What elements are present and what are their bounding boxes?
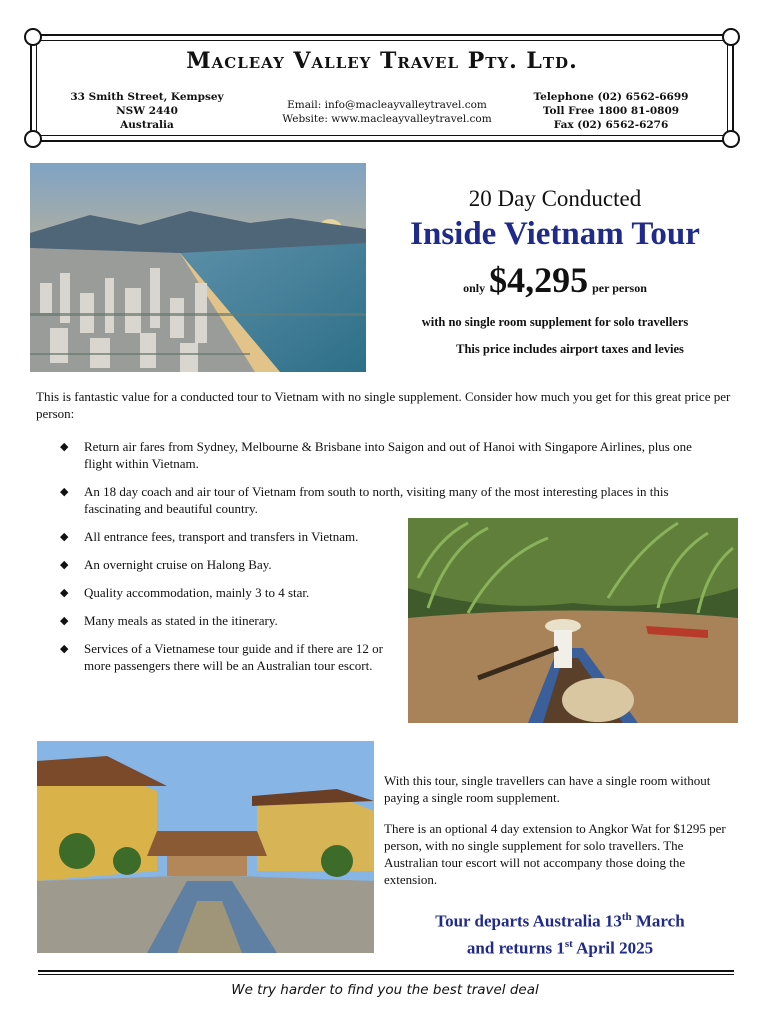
phone-contact <box>516 90 706 132</box>
diamond-bullet-icon: ◆ <box>60 643 69 655</box>
list-item: ◆ An overnight cruise on Halong Bay. <box>60 557 272 572</box>
diamond-bullet-icon: ◆ <box>60 531 69 543</box>
address-line: NSW 2440 <box>116 105 178 117</box>
tour-details <box>384 772 734 902</box>
list-item: ◆ All entrance fees, transport and transfers in Vietnam. <box>60 529 359 544</box>
tour-duration: 20 Day Conducted <box>468 186 642 211</box>
list-item: ◆ Services of a Vietnamese tour guide and if there are 12 or more passengers there will be an Australian tour escort. <box>60 641 383 673</box>
price-suffix: per person <box>592 281 647 295</box>
fax-number: Fax (02) 6562-6276 <box>553 119 669 131</box>
frame-corner-ornament <box>722 28 740 46</box>
tour-title: Inside Vietnam Tour <box>410 216 700 252</box>
list-item: ◆ Quality accommodation, mainly 3 to 4 star. <box>60 585 310 600</box>
website-link[interactable]: Website: www.macleayvalleytravel.com <box>282 113 492 125</box>
footer-tagline: We try harder to find you the best travel deal <box>231 982 539 998</box>
diamond-bullet-icon: ◆ <box>60 587 69 599</box>
postal-address <box>62 90 232 132</box>
diamond-bullet-icon: ◆ <box>60 486 69 498</box>
departure-line: Tour departs Australia 13th March <box>435 911 685 931</box>
address-line: 33 Smith Street, Kempsey <box>70 91 224 103</box>
letterhead <box>30 34 734 142</box>
return-line: and returns 1st April 2025 <box>466 937 654 958</box>
footer-divider <box>38 970 734 972</box>
frame-corner-ornament <box>722 130 740 148</box>
supplement-note: with no single room supplement for solo travellers <box>421 315 689 329</box>
frame-corner-ornament <box>24 28 42 46</box>
coastal-city-photo <box>30 163 366 372</box>
extension-paragraph: There is an optional 4 day extension to Angkor Wat for $1295 per person, with no single supplement for solo travellers. The Australian tour escort will not accompany those doing the extension. <box>384 821 726 887</box>
list-item: ◆ An 18 day coach and air tour of Vietnam from south to north, visiting many of the most interesting places in this fascinating and beautiful country. <box>60 484 669 516</box>
departure-dates <box>384 906 736 959</box>
diamond-bullet-icon: ◆ <box>60 559 69 571</box>
online-contact <box>257 98 517 126</box>
single-room-paragraph: With this tour, single travellers can have a single room without paying a single room supplement. <box>384 773 711 805</box>
telephone-number: Telephone (02) 6562-6699 <box>533 91 689 103</box>
footer-divider <box>38 974 734 975</box>
intro-paragraph: This is fantastic value for a conducted tour to Vietnam with no single supplement. Consider how much you get for this great price per person: <box>36 389 731 421</box>
list-item: ◆ Return air fares from Sydney, Melbourne & Brisbane into Saigon and out of Hanoi with Singapore Airlines, plus one flight within Vietnam. <box>60 439 692 471</box>
price-line <box>370 259 740 301</box>
diamond-bullet-icon: ◆ <box>60 441 69 453</box>
diamond-bullet-icon: ◆ <box>60 615 69 627</box>
email-link[interactable]: Email: info@macleayvalleytravel.com <box>287 99 487 111</box>
price-prefix: only <box>463 281 486 295</box>
taxes-note: This price includes airport taxes and levies <box>456 342 684 356</box>
address-line: Australia <box>120 119 174 131</box>
offer-headline <box>370 186 740 357</box>
frame-corner-ornament <box>24 130 42 148</box>
price-amount: $4,295 <box>489 260 589 300</box>
hoi-an-bridge-photo <box>37 741 374 953</box>
list-item: ◆ Many meals as stated in the itinerary. <box>60 613 278 628</box>
company-name: Macleay Valley Travel Pty. Ltd. <box>186 48 578 74</box>
mekong-river-boat-photo <box>408 518 738 723</box>
toll-free-number: Toll Free 1800 81-0809 <box>542 105 680 117</box>
